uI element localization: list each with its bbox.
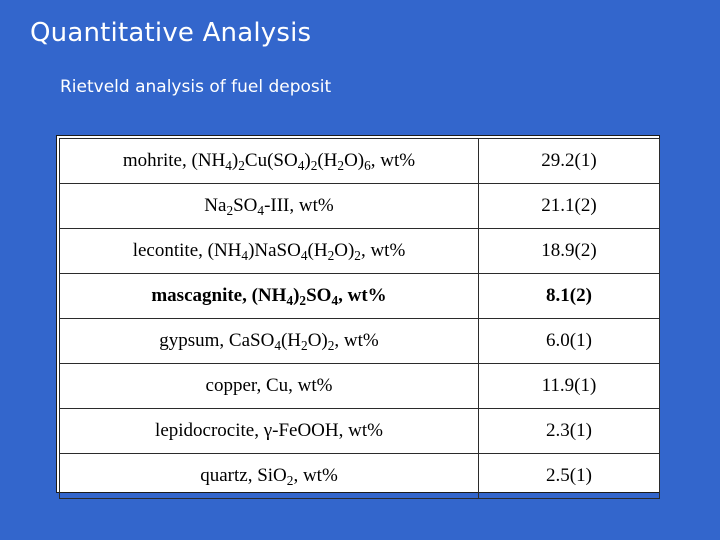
value-cell: 21.1(2) — [479, 184, 660, 229]
phase-cell: quartz, SiO$_2$, wt% — [60, 454, 479, 499]
results-table-body — [60, 139, 660, 499]
table-row — [60, 229, 660, 274]
value-cell: 18.9(2) — [479, 229, 660, 274]
table-row — [60, 139, 660, 184]
rietveld-results-table — [59, 138, 660, 499]
table-row — [60, 184, 660, 229]
value-cell: 11.9(1) — [479, 364, 660, 409]
value-cell: 29.2(1) — [479, 139, 660, 184]
value-cell: 2.3(1) — [479, 409, 660, 454]
value-cell: 8.1(2) — [479, 274, 660, 319]
phase-cell: gypsum, $CaSO_4(H_2O)_2$, wt% — [60, 319, 479, 364]
table-row — [60, 274, 660, 319]
phase-cell: $Na_2SO_4$-III, wt% — [60, 184, 479, 229]
value-cell: 2.5(1) — [479, 454, 660, 499]
phase-cell: copper, Cu, wt% — [60, 364, 479, 409]
phase-cell: mohrite, $(NH_4)_2Cu(SO_4)_2(H_2O)_6$, wt% — [60, 139, 479, 184]
phase-cell: lepidocrocite, γ-FeOOH, wt% — [60, 409, 479, 454]
table-row — [60, 409, 660, 454]
table-row — [60, 364, 660, 409]
slide-title: Quantitative Analysis — [30, 18, 312, 48]
results-table-frame — [56, 135, 660, 493]
phase-cell: lecontite, $(NH_4)NaSO_4(H_2O)_2$, wt% — [60, 229, 479, 274]
table-row — [60, 454, 660, 499]
phase-cell: mascagnite, $(NH_4)_2SO_4$, wt% — [60, 274, 479, 319]
slide-subtitle: Rietveld analysis of fuel deposit — [60, 77, 332, 97]
value-cell: 6.0(1) — [479, 319, 660, 364]
table-row — [60, 319, 660, 364]
